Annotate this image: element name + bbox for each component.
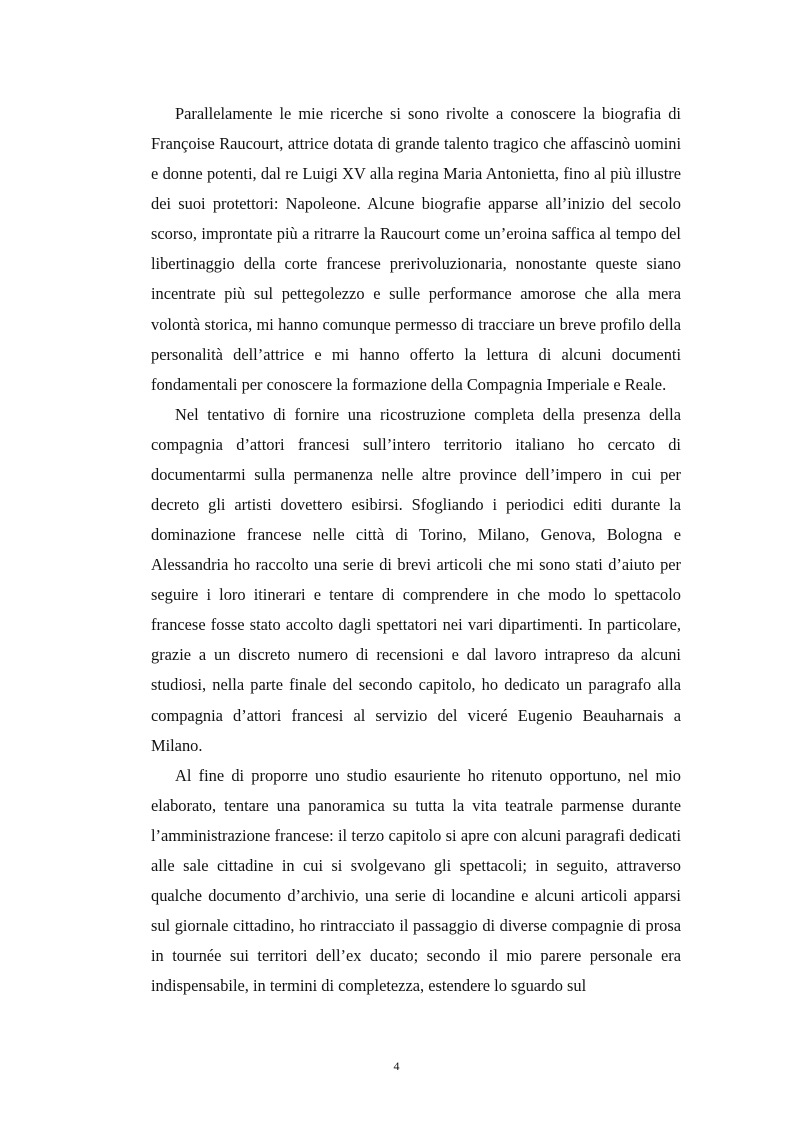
paragraph-parma-theatre-life: Al fine di proporre uno studio esauriente ho ritenuto opportuno, nel mio elaborato, tentare una panoramica su tutta la vita teatrale parmense durante l’amministrazione francese: il terzo capitolo si apre con alcuni paragrafi dedicati alle sale cittadine in cui si svolgevano gli spettacoli; in seguito, attraverso qualche documento d’archivio, una serie di locandine e alcuni articoli apparsi sul giornale cittadino, ho rintracciato il passaggio di diverse compagnie di prosa in tournée sui territori dell’ex ducato; secondo il mio parere personale era indispensabile, in termini di completezza, estendere lo sguardo sul (151, 765, 681, 996)
paragraph-raucourt-biography: Parallelamente le mie ricerche si sono rivolte a conoscere la biografia di Françoise Raucourt, attrice dotata di grande talento tragico che affascinò uomini e donne potenti, dal re Luigi XV alla regina Maria Antonietta, fino al più illustre dei suoi protettori: Napoleone. Alcune biografie apparse all’inizio del secolo scorso, improntate più a ritrarre la Raucourt come un’eroina saffica al tempo del libertinaggio della corte francese prerivoluzionaria, nonostante queste siano incentrate più sul pettegolezzo e sulle performance amorose che alla mera volontà storica, mi hanno comunque permesso di tracciare un breve profilo della personalità dell’attrice e mi hanno offerto la lettura di alcuni documenti fondamentali per conoscere la formazione della Compagnia Imperiale e Reale. (151, 104, 681, 394)
page-body (151, 99, 681, 1001)
page-number: 4 (393, 1059, 400, 1073)
paragraph-french-company-italy: Nel tentativo di fornire una ricostruzione completa della presenza della compagnia d’attori francesi sull’intero territorio italiano ho cercato di documentarmi sulla permanenza nelle altre province dell’impero in cui per decreto gli artisti dovettero esibirsi. Sfogliando i periodici editi durante la dominazione francese nelle città di Torino, Milano, Genova, Bologna e Alessandria ho raccolto una serie di brevi articoli che mi sono stati d’aiuto per seguire i loro itinerari e tentare di comprendere in che modo lo spettacolo francese fosse stato accolto dagli spettatori nei vari dipartimenti. In particolare, grazie a un discreto numero di recensioni e dal lavoro intrapreso da alcuni studiosi, nella parte finale del secondo capitolo, ho dedicato un paragrafo alla compagnia d’attori francesi al servizio del viceré Eugenio Beauharnais a Milano. (151, 404, 681, 755)
